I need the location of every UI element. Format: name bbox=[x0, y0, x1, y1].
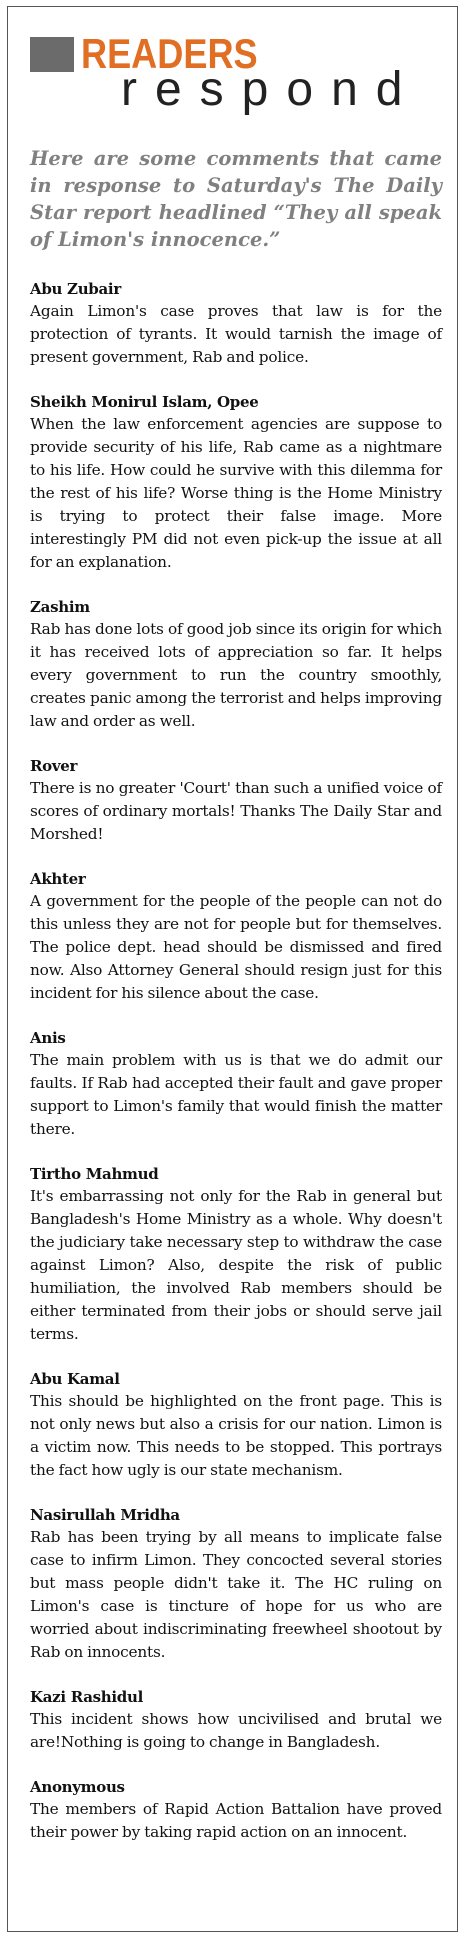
comment-author: Abu Kamal bbox=[30, 1370, 120, 1388]
header-square-icon bbox=[30, 37, 74, 72]
comment-author: Sheikh Monirul Islam, Opee bbox=[30, 393, 259, 411]
comment-item bbox=[30, 596, 442, 733]
comment-item bbox=[30, 1027, 442, 1141]
comment-text: Rab has done lots of good job since its origin for which it has received lots of appreciation so far. It helps every government to run the country smoothly, creates panic among the terrorist and helps improving law and order as well. bbox=[30, 620, 442, 730]
header-title: READERS bbox=[81, 30, 258, 77]
comment-item bbox=[30, 868, 442, 1005]
comment-text: Rab has been trying by all means to implicate false case to infirm Limon. They concocted several stories but mass people didn't take it. The HC ruling on Limon's case is tincture of hope for us who are worried about indiscriminating freewheel shootout by Rab on innocents. bbox=[30, 1528, 442, 1661]
comment-author: Kazi Rashidul bbox=[30, 1688, 143, 1706]
comment-author: Nasirullah Mridha bbox=[30, 1506, 180, 1524]
column-header bbox=[30, 30, 450, 120]
comment-item bbox=[30, 1686, 442, 1754]
comment-text: When the law enforcement agencies are suppose to provide security of his life, Rab came as a nightmare to his life. How could he survive with this dilemma for the rest of his life? Worse thing is the Home Ministry is trying to protect their false image. More interestingly PM did not even pick-up the issue at all for an explanation. bbox=[30, 415, 442, 571]
comment-text: This incident shows how uncivilised and brutal we are!Nothing is going to change in Bangladesh. bbox=[30, 1710, 442, 1751]
comment-text: A government for the people of the people can not do this unless they are not for people but for themselves. The police dept. head should be dismissed and fired now. Also Attorney General should resign just for this incident for his silence about the case. bbox=[30, 892, 442, 1002]
comment-item bbox=[30, 1368, 442, 1482]
comments-list bbox=[30, 278, 442, 1866]
comment-author: Anonymous bbox=[30, 1778, 125, 1796]
comment-item bbox=[30, 1776, 442, 1844]
comment-item bbox=[30, 755, 442, 846]
comment-text: Again Limon's case proves that law is for the protection of tyrants. It would tarnish the image of present government, Rab and police. bbox=[30, 302, 442, 366]
comment-author: Akhter bbox=[30, 870, 86, 888]
header-subtitle: respond bbox=[121, 63, 421, 116]
comment-item bbox=[30, 278, 442, 369]
comment-author: Rover bbox=[30, 757, 78, 775]
comment-text: There is no greater 'Court' than such a unified voice of scores of ordinary mortals! Thanks The Daily Star and Morshed! bbox=[30, 779, 442, 843]
comment-item bbox=[30, 1504, 442, 1664]
comment-text: It's embarrassing not only for the Rab in general but Bangladesh's Home Ministry as a whole. Why doesn't the judiciary take necessary step to withdraw the case against Limon? Also, despite the risk of public humiliation, the involved Rab members should be either terminated from their jobs or should serve jail terms. bbox=[30, 1187, 442, 1343]
comment-text: The main problem with us is that we do admit our faults. If Rab had accepted their fault and gave proper support to Limon's family that would finish the matter there. bbox=[30, 1051, 442, 1138]
comment-item bbox=[30, 391, 442, 574]
comment-author: Abu Zubair bbox=[30, 280, 121, 298]
comment-author: Tirtho Mahmud bbox=[30, 1165, 159, 1183]
intro-text: Here are some comments that came in response to Saturday's The Daily Star report headlined “They all speak of Limon's innocence.” bbox=[30, 147, 442, 251]
comment-text: This should be highlighted on the front page. This is not only news but also a crisis for our nation. Limon is a victim now. This needs to be stopped. This portrays the fact how ugly is our state mechanism. bbox=[30, 1392, 442, 1479]
comment-author: Anis bbox=[30, 1029, 66, 1047]
comment-item bbox=[30, 1163, 442, 1346]
comment-author: Zashim bbox=[30, 598, 90, 616]
comment-text: The members of Rapid Action Battalion have proved their power by taking rapid action on an innocent. bbox=[30, 1800, 442, 1841]
